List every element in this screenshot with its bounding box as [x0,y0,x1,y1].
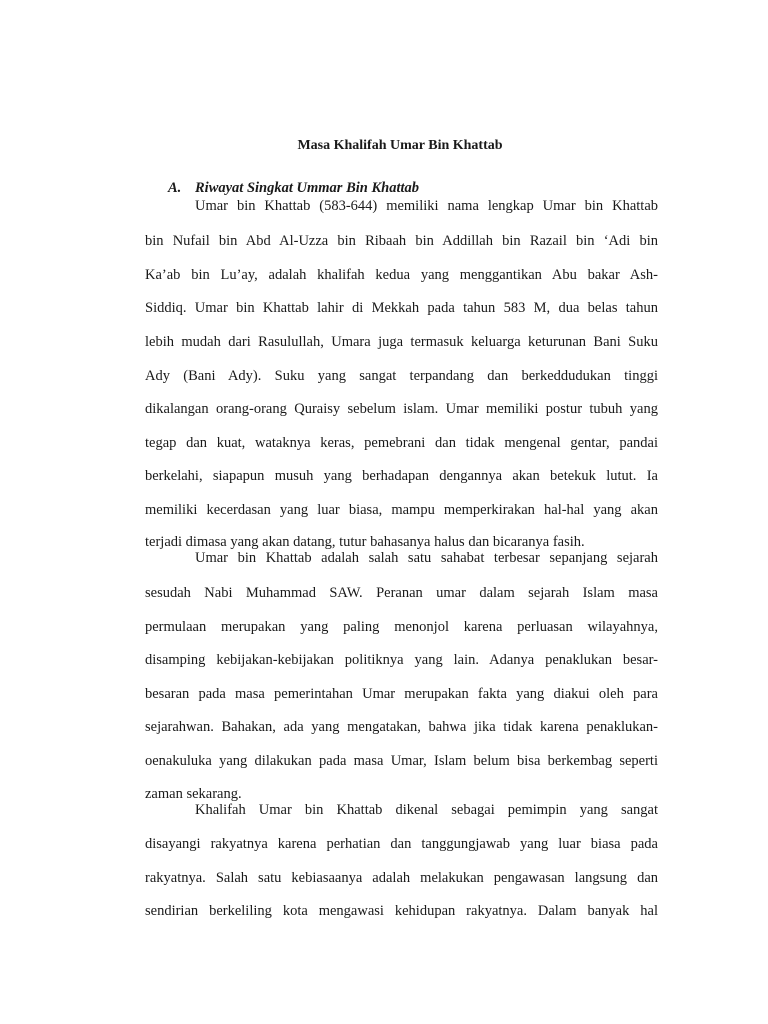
text-line-content: berkelahi, siapapun musuh yang berhadapan dengannya akan betekuk lutut. Ia [145,468,658,484]
text-line-content: sesudah Nabi Muhammad SAW. Peranan umar dalam sejarah Islam masa [145,585,658,601]
text-line-content: besaran pada masa pemerintahan Umar merupakan fakta yang diakui oleh para [145,686,658,702]
text-line [145,367,658,385]
text-line [145,467,658,485]
text-line-content: sendirian berkeliling kota mengawasi kehidupan rakyatnya. Dalam banyak hal [145,903,658,919]
text-line [145,685,658,703]
text-line-content: Ka’ab bin Lu’ay, adalah khalifah kedua yang menggantikan Abu bakar Ash- [145,267,658,283]
text-line-content: tegap dan kuat, wataknya keras, pemebrani dan tidak mengenal gentar, pandai [145,435,658,451]
text-line [145,618,658,636]
text-line [145,651,658,669]
text-line [145,434,658,452]
section-heading [168,180,419,197]
text-line [145,718,658,736]
text-line [145,333,658,351]
text-line-content: rakyatnya. Salah satu kebiasaanya adalah melakukan pengawasan langsung dan [145,870,658,886]
text-line [145,266,658,284]
text-line-content: dikalangan orang-orang Quraisy sebelum islam. Umar memiliki postur tubuh yang [145,401,658,417]
text-line-content: disamping kebijakan-kebijakan politiknya yang lain. Adanya penaklukan besar- [145,652,658,668]
text-line [145,835,658,853]
text-line-content: memiliki kecerdasan yang luar biasa, mampu memperkirakan hal-hal yang akan [145,502,658,518]
text-line [145,299,658,317]
text-line-content: oenakuluka yang dilakukan pada masa Umar, Islam belum bisa berkembag seperti [145,753,658,769]
text-line [145,232,658,250]
text-line [195,549,658,567]
text-line-content: Umar bin Khattab (583-644) memiliki nama lengkap Umar bin Khattab [195,198,658,214]
text-line-content: Umar bin Khattab adalah salah satu sahabat terbesar sepanjang sejarah [195,550,658,566]
text-line [145,501,658,519]
text-line [145,584,658,602]
text-line-content: disayangi rakyatnya karena perhatian dan tanggungjawab yang luar biasa pada [145,836,658,852]
text-line [195,801,658,819]
text-line [195,197,658,215]
text-line [145,902,658,920]
text-line-content: lebih mudah dari Rasulullah, Umara juga termasuk keluarga keturunan Bani Suku [145,334,658,350]
text-line-content: permulaan merupakan yang paling menonjol karena perluasan wilayahnya, [145,619,658,635]
text-line-content: zaman sekarang. [145,786,242,802]
text-line [145,400,658,418]
text-line [145,752,658,770]
section-number: A. [168,180,182,196]
text-line-content: sejarahwan. Bahakan, ada yang mengatakan, bahwa jika tidak karena penaklukan- [145,719,658,735]
text-line-content: Siddiq. Umar bin Khattab lahir di Mekkah pada tahun 583 M, dua belas tahun [145,300,658,316]
text-line-content: bin Nufail bin Abd Al-Uzza bin Ribaah bin Addillah bin Razail bin ‘Adi bin [145,233,658,249]
text-line-content: Ady (Bani Ady). Suku yang sangat terpandang dan berkeddudukan tinggi [145,368,658,384]
document-title: Masa Khalifah Umar Bin Khattab [297,138,503,153]
text-line-content: Khalifah Umar bin Khattab dikenal sebagai pemimpin yang sangat [195,802,658,818]
section-heading-text: Riwayat Singkat Ummar Bin Khattab [195,180,419,196]
text-line-content: terjadi dimasa yang akan datang, tutur bahasanya halus dan bicaranya fasih. [145,534,585,550]
text-line [145,869,658,887]
